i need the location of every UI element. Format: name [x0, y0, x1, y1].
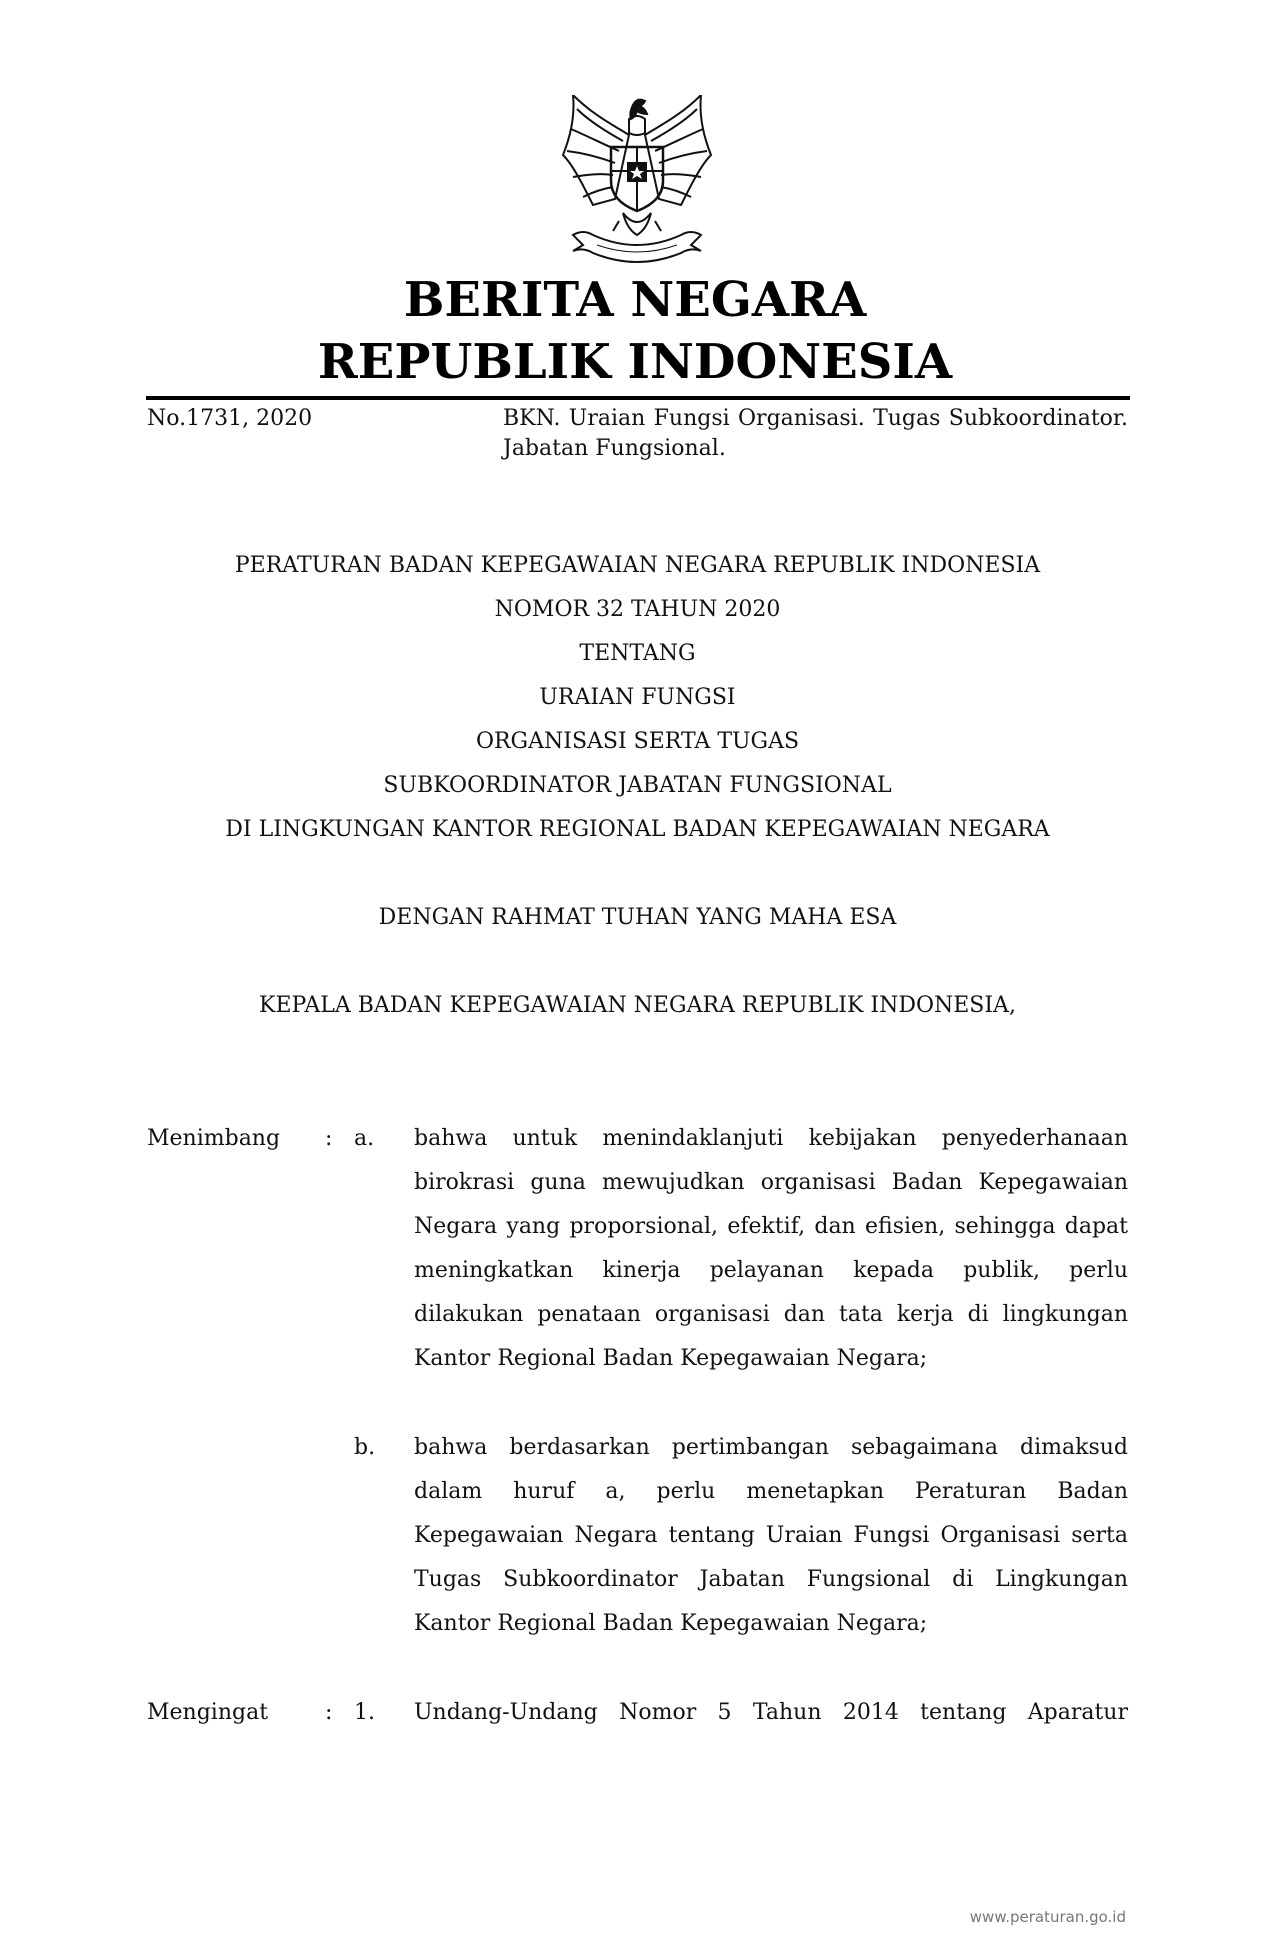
- regulation-title-line: PERATURAN BADAN KEPEGAWAIAN NEGARA REPUBLIK INDONESIA: [234, 553, 1041, 578]
- masthead-divider: [146, 396, 1130, 400]
- regulation-title-line: NOMOR 32 TAHUN 2020: [494, 597, 781, 622]
- menimbang-item-text: bahwa untuk menindaklanjuti kebijakan penyederhanaan birokrasi guna mewujudkan organisasi Badan Kepegawaian Negara yang proporsional, efektif, dan efisien, sehingga dapat meningkatkan kinerja pelayanan kepada publik, perlu dilakukan penataan organisasi dan tata kerja di lingkungan Kantor Regional Badan Kepegawaian Negara;: [414, 1126, 1128, 1371]
- masthead-title-line1: BERITA NEGARA: [403, 272, 867, 328]
- source-watermark: www.peraturan.go.id: [969, 1908, 1126, 1926]
- menimbang-item-marker: a.: [354, 1126, 375, 1151]
- invocation-line: DENGAN RAHMAT TUHAN YANG MAHA ESA: [378, 905, 897, 930]
- mengingat-item-text: Undang-Undang Nomor 5 Tahun 2014 tentang Aparatur: [414, 1700, 1128, 1725]
- mengingat-colon: :: [325, 1700, 333, 1725]
- mengingat-label: Mengingat: [147, 1700, 269, 1725]
- gazette-number: No.1731, 2020: [147, 406, 313, 431]
- authority-line: KEPALA BADAN KEPEGAWAIAN NEGARA REPUBLIK INDONESIA,: [259, 993, 1016, 1018]
- gazette-description: BKN. Uraian Fungsi Organisasi. Tugas Subkoordinator. Jabatan Fungsional.: [503, 406, 1128, 461]
- regulation-title-line: DI LINGKUNGAN KANTOR REGIONAL BADAN KEPEGAWAIAN NEGARA: [225, 817, 1050, 842]
- regulation-title-line: SUBKOORDINATOR JABATAN FUNGSIONAL: [383, 773, 892, 798]
- regulation-title-line: URAIAN FUNGSI: [539, 685, 736, 710]
- regulation-title-line: TENTANG: [579, 641, 696, 666]
- menimbang-label: Menimbang: [147, 1126, 281, 1151]
- menimbang-item-marker: b.: [354, 1435, 376, 1460]
- garuda-emblem-icon: [553, 95, 721, 265]
- menimbang-colon: :: [325, 1126, 333, 1151]
- masthead-title-line2: REPUBLIK INDONESIA: [317, 334, 953, 390]
- menimbang-item-text: bahwa berdasarkan pertimbangan sebagaimana dimaksud dalam huruf a, perlu menetapkan Peraturan Badan Kepegawaian Negara tentang Uraian Fungsi Organisasi serta Tugas Subkoordinator Jabatan Fungsional di Lingkungan Kantor Regional Badan Kepegawaian Negara;: [414, 1435, 1128, 1636]
- mengingat-item-marker: 1.: [354, 1700, 375, 1725]
- regulation-title-line: ORGANISASI SERTA TUGAS: [475, 729, 800, 754]
